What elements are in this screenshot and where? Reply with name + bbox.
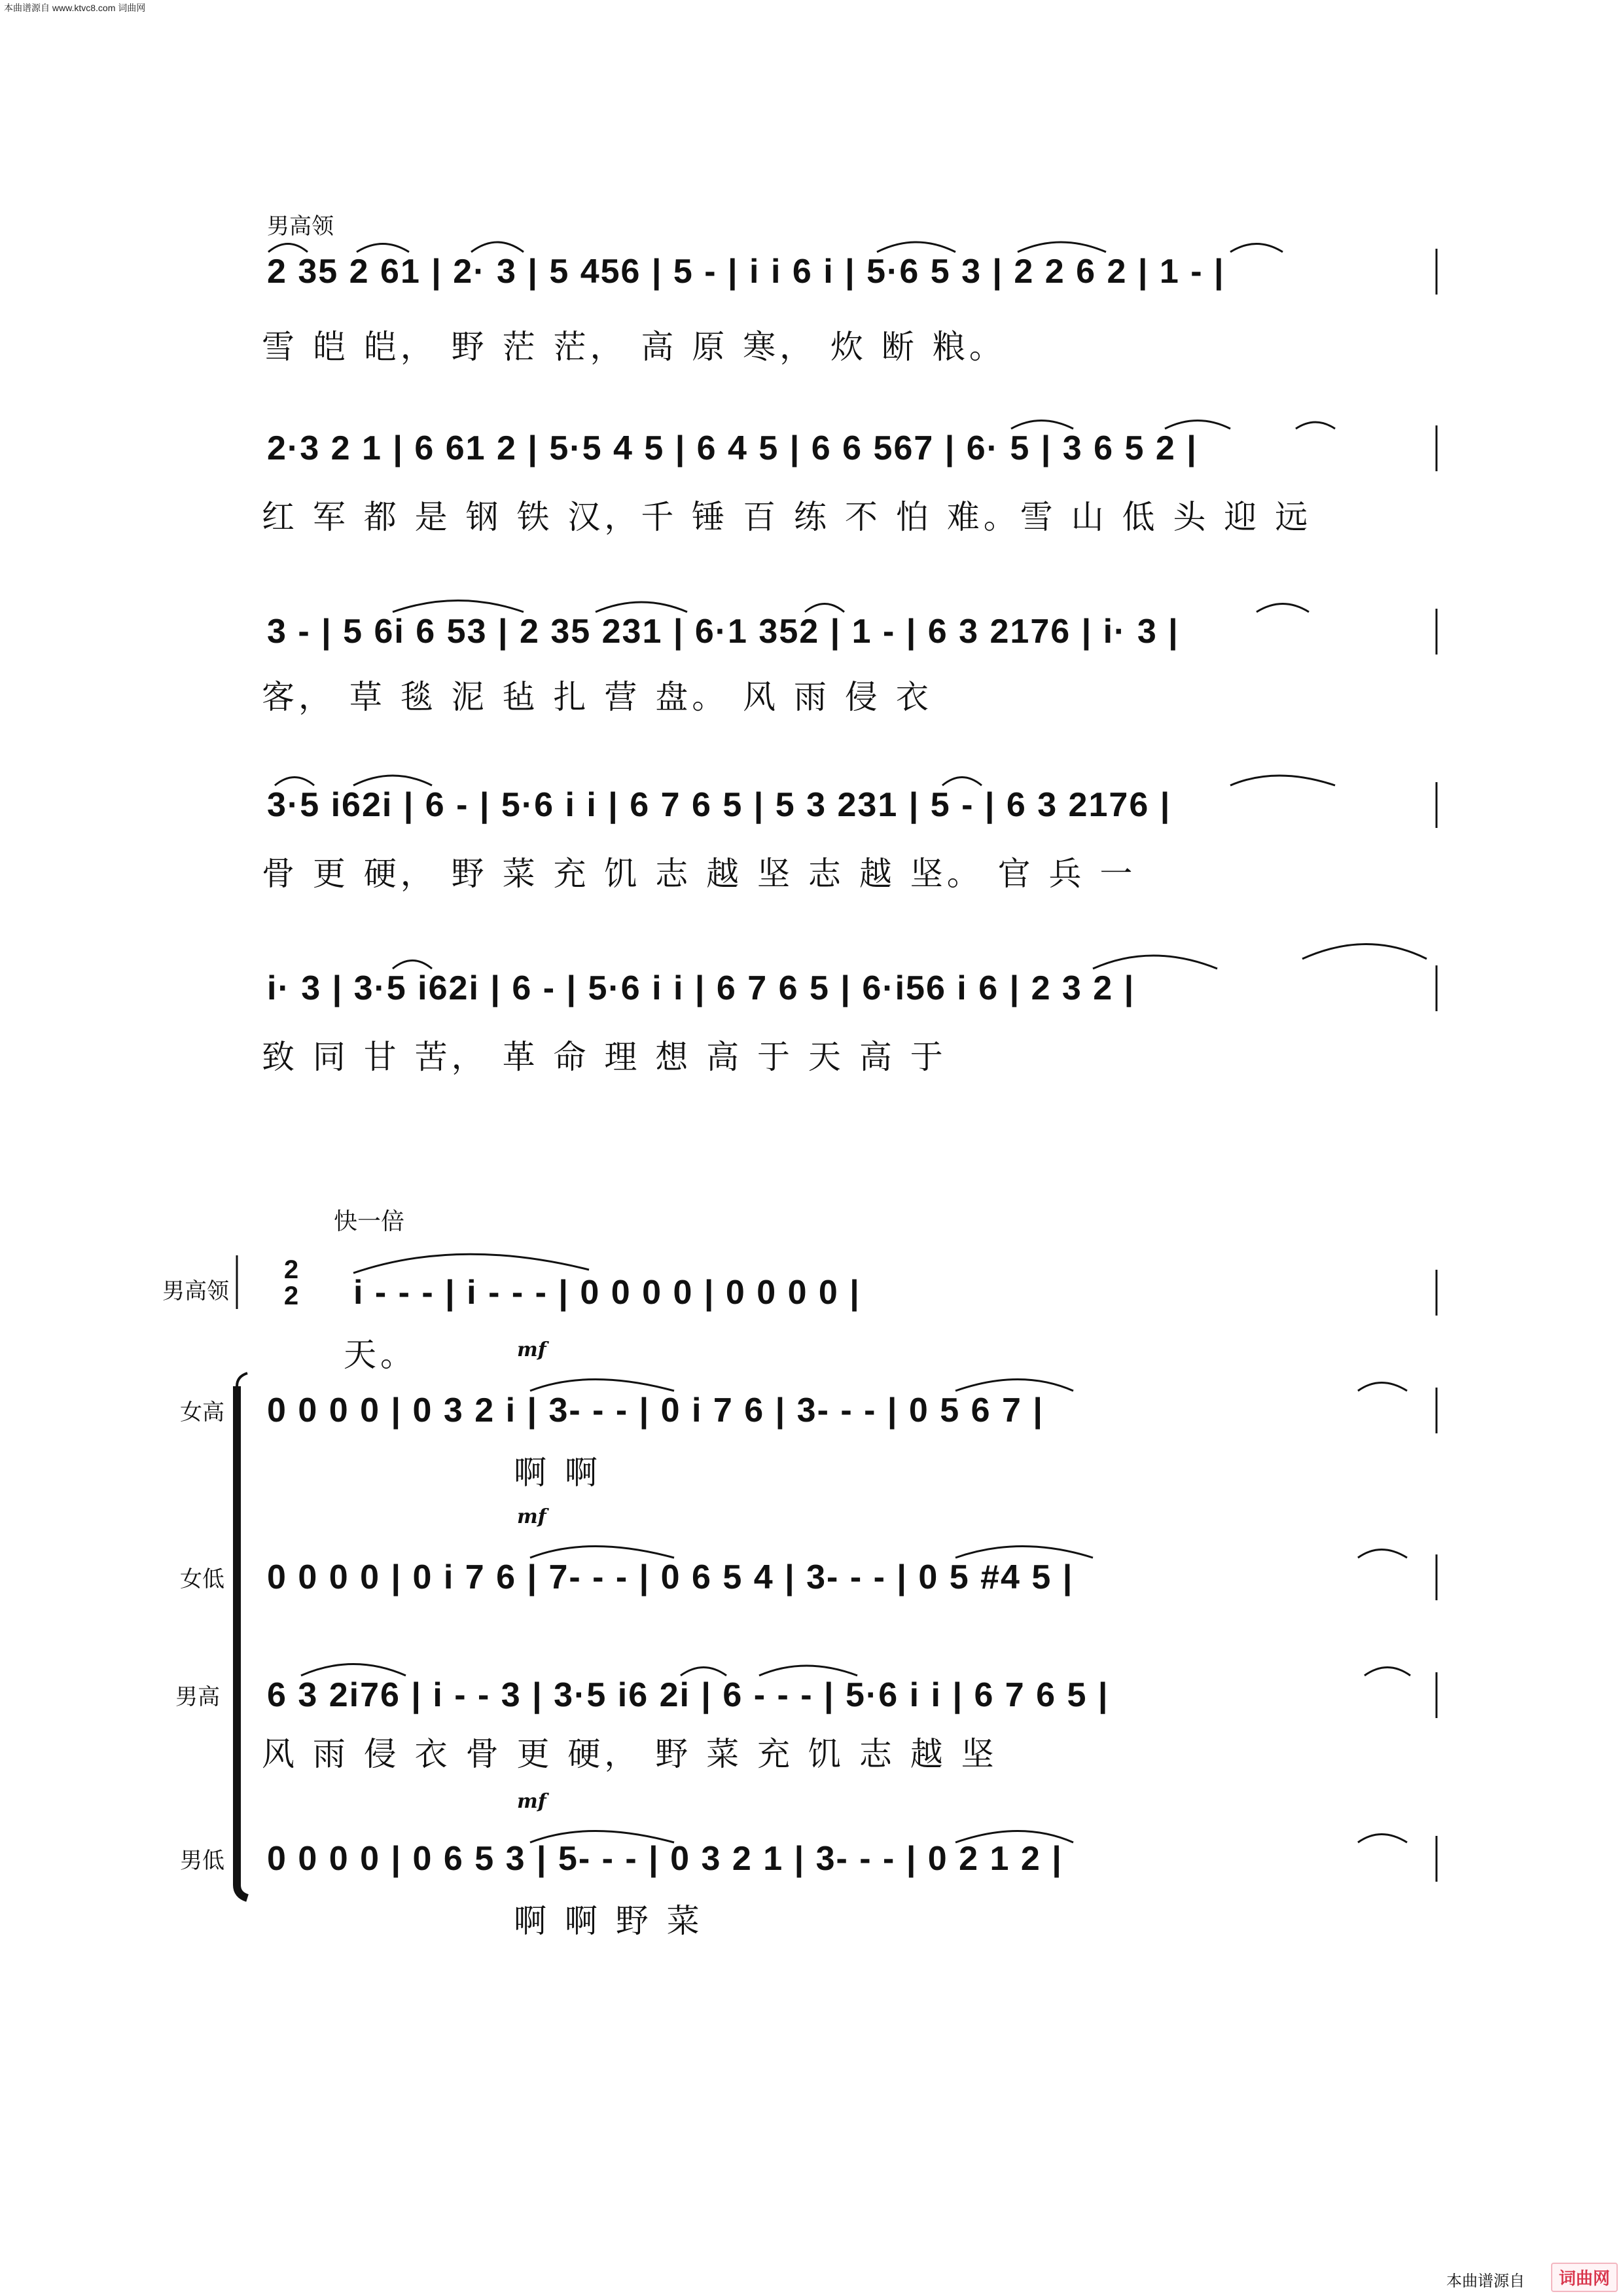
choir-brace-top bbox=[237, 1373, 247, 1386]
lyrics-line-1: 雪 皑 皑， 野 茫 茫， 高 原 寒， 炊 断 粮。 bbox=[262, 328, 1006, 366]
bass-lyrics: 啊 啊 野 菜 bbox=[514, 1902, 704, 1940]
tenor-notes: 6 3 2i76 | i - - 3 | 3·5 i6 2i | 6 - - - | 5·6 i i | 6 7 6 5 | bbox=[267, 1676, 1109, 1714]
alto-notes: 0 0 0 0 | 0 i 7 6 | 7- - - | 0 6 5 4 | 3- - - | 0 5 #4 5 | bbox=[267, 1558, 1074, 1596]
part-label-soprano: 女高 bbox=[180, 1400, 224, 1425]
lyrics-line-3: 客， 草 毯 泥 毡 扎 营 盘。 风 雨 侵 衣 bbox=[262, 678, 933, 716]
soprano-lyrics: 啊 啊 bbox=[514, 1454, 601, 1492]
time-signature-bottom: 2 bbox=[283, 1282, 299, 1310]
lead-tenor-lyrics: 天。 bbox=[344, 1336, 417, 1374]
time-signature-top: 2 bbox=[283, 1255, 299, 1284]
choir-brace bbox=[237, 1386, 247, 1898]
site-logo[interactable]: 词曲网 bbox=[1551, 2263, 1618, 2292]
part-label-lead-tenor: 男高领 bbox=[267, 214, 334, 239]
notation-line-2: 2·3 2 1 | 6 61 2 | 5·5 4 5 | 6 4 5 | 6 6 567 | 6· 5 | 3 6 5 2 | bbox=[267, 429, 1198, 467]
notation-line-4: 3·5 i62i | 6 - | 5·6 i i | 6 7 6 5 | 5 3 231 | 5 - | 6 3 2176 | bbox=[267, 786, 1171, 824]
part-label-tenor: 男高 bbox=[175, 1685, 220, 1710]
notation-line-3: 3 - | 5 6i 6 53 | 2 35 231 | 6·1 352 | 1 - | 6 3 2176 | i· 3 | bbox=[267, 613, 1179, 651]
dynamic-mf-alto: mf bbox=[517, 1505, 546, 1528]
notation-line-5: i· 3 | 3·5 i62i | 6 - | 5·6 i i | 6 7 6 5 | 6·i56 i 6 | 2 3 2 | bbox=[267, 969, 1135, 1007]
lyrics-line-2: 红 军 都 是 钢 铁 汉，千 锤 百 练 不 怕 难。雪 山 低 头 迎 远 bbox=[262, 498, 1312, 536]
source-header: 本曲谱源自 www.ktvc8.com 词曲网 bbox=[4, 3, 146, 13]
lyrics-line-4: 骨 更 硬， 野 菜 充 饥 志 越 坚 志 越 坚。 官 兵 一 bbox=[262, 855, 1137, 893]
part-label-lead-tenor-2: 男高领 bbox=[162, 1279, 229, 1304]
footer-source-note: 本曲谱源自 bbox=[1446, 2272, 1525, 2290]
tenor-lyrics: 风 雨 侵 衣 骨 更 硬， 野 菜 充 饥 志 越 坚 bbox=[262, 1735, 998, 1773]
part-label-alto: 女低 bbox=[180, 1567, 224, 1592]
lead-tenor-notes: i - - - | i - - - | 0 0 0 0 | 0 0 0 0 | bbox=[353, 1274, 861, 1312]
part-label-bass: 男低 bbox=[180, 1848, 224, 1873]
notation-line-1: 2 35 2 61 | 2· 3 | 5 456 | 5 - | i i 6 i | 5·6 5 3 | 2 2 6 2 | 1 - | bbox=[267, 253, 1225, 291]
dynamic-mf-soprano: mf bbox=[517, 1338, 546, 1361]
bass-notes: 0 0 0 0 | 0 6 5 3 | 5- - - | 0 3 2 1 | 3- - - | 0 2 1 2 | bbox=[267, 1840, 1063, 1878]
slur-group bbox=[268, 242, 1427, 1842]
dynamic-mf-bass: mf bbox=[517, 1790, 546, 1813]
soprano-notes: 0 0 0 0 | 0 3 2 i | 3- - - | 0 i 7 6 | 3- - - | 0 5 6 7 | bbox=[267, 1391, 1044, 1429]
lyrics-line-5: 致 同 甘 苦， 革 命 理 想 高 于 天 高 于 bbox=[262, 1038, 947, 1076]
tempo-marking: 快一倍 bbox=[334, 1208, 405, 1234]
